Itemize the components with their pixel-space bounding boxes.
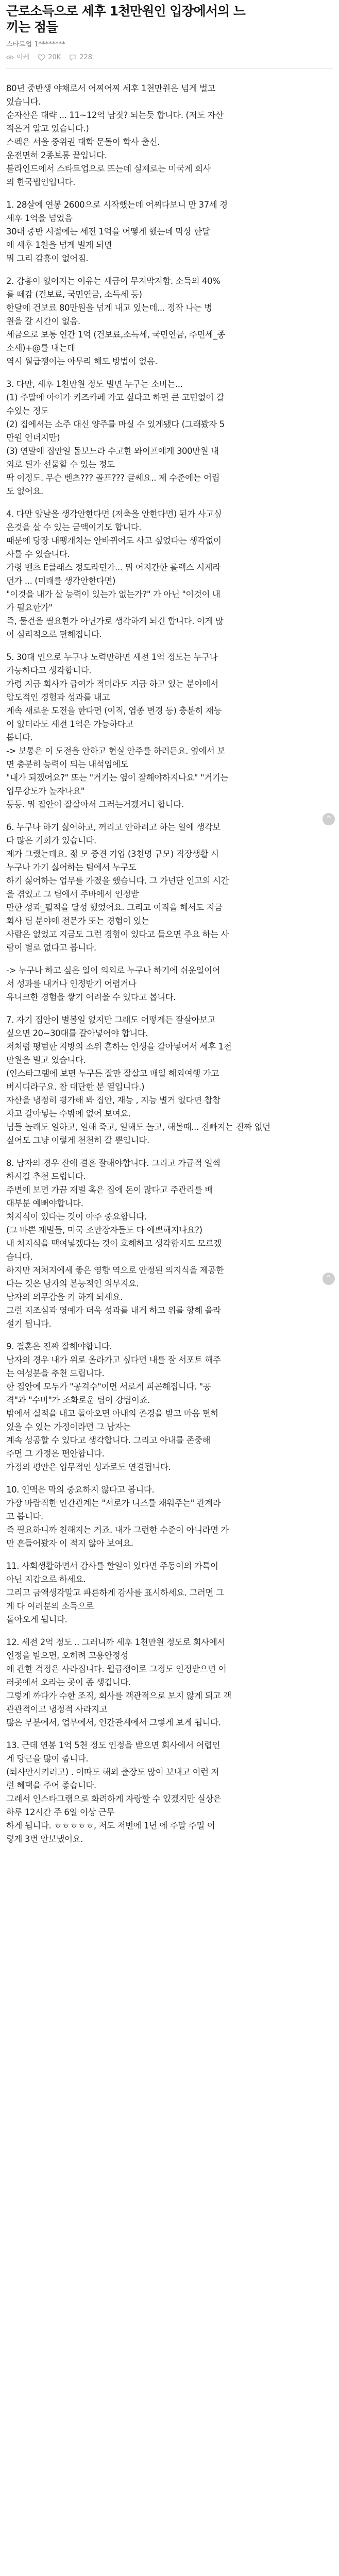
post-paragraph	[6, 1340, 327, 1474]
views-count: 이케	[16, 54, 30, 61]
post-paragraph	[6, 82, 327, 189]
paragraph-line: 등등. 뭐 집안이 잘살아서 그러는거겠거니 합니다.	[6, 800, 184, 809]
paragraph-line: 가능하다고 생각합니다.	[6, 666, 92, 675]
paragraph-line: 압도적인 경험과 성과를 내고	[6, 692, 110, 702]
paragraph-line: (3) 연말에 집안일 돕보느라 수고한 와이프에게 300만원 내	[6, 446, 219, 456]
paragraph-line: 습니다.	[6, 1252, 33, 1262]
paragraph-line: 고 봅니다.	[6, 1512, 43, 1521]
paragraph-line: 게 다 여러분의 소득으로	[6, 1601, 94, 1611]
paragraph-line: 블라인드에서 스타트업으로 뜨는데 실제로는 미국계 회사	[6, 164, 211, 174]
paragraph-line: 인정을 받으면, 오히려 고용안정성	[6, 1651, 128, 1660]
paragraph-line: 한달에 건보료 80만원을 넘게 내고 있는데... 정작 나는 병	[6, 303, 212, 313]
paragraph-line: 회사 팀 분야에 전문가 또는 경험이 있는	[6, 916, 149, 926]
paragraph-line: 남자의 의무감을 키 하게 되세요.	[6, 1292, 123, 1302]
paragraph-line: 계속 성공할 수 있다고 생각합니다. 그리고 아내를 존중해	[6, 1435, 211, 1445]
paragraph-line: 순자산은 대략 ... 11~12억 남짓? 되는듯 합니다. (저도 자산	[6, 110, 224, 120]
paragraph-line: 는 여성분을 추천 드립니다.	[6, 1368, 105, 1378]
paragraph-line: 만한 성과_필적을 달성 했었어요. 그리고 이직을 해서도 지금	[6, 903, 223, 912]
paragraph-line: 30대 중반 시절에는 세전 1억을 어떻게 했는데 막상 한달	[6, 227, 210, 236]
paragraph-line: 던가 ... (미래를 생각안한다면)	[6, 576, 116, 586]
paragraph-line: 의 한국법인입니다.	[6, 177, 76, 187]
paragraph-line: 람이 별로 없다고 봅니다.	[6, 943, 96, 953]
paragraph-line: 하기 싫어하는 업무를 가졌을 했습니다. 그 가넌단 인고의 시간	[6, 876, 229, 886]
paragraph-line: 은것을 살 수 있는 금액이기도 합니다.	[6, 522, 142, 532]
eye-icon	[6, 54, 14, 61]
paragraph-line: 저처럼 평범한 지방의 소위 흔하는 인생을 갈아넣어서 세후 1천	[6, 1042, 232, 1052]
paragraph-line: 7. 자기 집안이 별볼일 없지만 그래도 어떻게든 잘살아보고	[6, 1015, 216, 1025]
paragraph-line: 2. 감흥이 없어지는 이유는 세금이 무지막지함. 소득의 40%	[6, 276, 221, 286]
chevron-icon[interactable]: ^	[323, 813, 335, 825]
paragraph-line: 대부분 예뻐야합니다.	[6, 1198, 83, 1208]
paragraph-line: "이것을 내가 살 능력이 있는가 없는가?" 가 아닌 "이것이 내	[6, 589, 221, 599]
paragraph-line: 3. 다만, 세후 1천만원 정도 벌면 누구는 소비는...	[6, 379, 183, 389]
paragraph-line: 1. 28살에 연봉 2600으로 시작했는데 어찌다보니 만 37세 경	[6, 200, 228, 210]
paragraph-line: 가령 벤츠 E클래스 정도라던가... 뭐 어지간한 롤렉스 시계라	[6, 563, 221, 572]
paragraph-line: 업무강도가 높자나요"	[6, 786, 84, 796]
post-paragraph	[6, 1013, 327, 1147]
paragraph-line: 원을 갈 시간이 없음.	[6, 316, 80, 326]
paragraph-line: 즉 필요하니까 친해지는 거죠. 내가 그런한 수준이 아니라면 가	[6, 1525, 229, 1535]
paragraph-line: 8. 남자의 경우 잔에 결혼 잘해야합니다. 그리고 가급적 일찍	[6, 1158, 221, 1168]
paragraph-line: 하지만 저처지에세 좋은 영향 역으로 안정된 의지식을 제공한	[6, 1265, 224, 1275]
paragraph-line: 을 겪었고 그 팀에서 주바에서 인정받	[6, 889, 139, 899]
paragraph-line: 이 없더라도 세전 1억은 가능하다고	[6, 719, 134, 729]
paragraph-line: 운전면허 2종보통 끝입니다.	[6, 150, 107, 160]
paragraph-line: 를 떼감 (건보료, 국민연금, 소득세 등)	[6, 290, 142, 299]
paragraph-line: 유니크한 경험을 쌓기 어려울 수 있다고 봅니다.	[6, 992, 176, 1002]
paragraph-line: (퇴사안시키려고) . 여따도 해외 출장도 많이 보내고 이런 저	[6, 1767, 219, 1777]
paragraph-line: 러곳에서 오라는 곳이 좀 생깁니다.	[6, 1677, 131, 1687]
paragraph-line: 만원 언더지만)	[6, 433, 60, 443]
paragraph-line: 게 당근을 많이 줍니다.	[6, 1754, 89, 1764]
paragraph-line: 그래서 인스타그램으로 화려하게 자랑할 수 있겠지만 실상은	[6, 1794, 222, 1804]
paragraph-line: 격"과 "수비"가 조화로운 팀이 강팀이죠.	[6, 1395, 150, 1405]
post-paragraph	[6, 378, 327, 498]
post-paragraph	[6, 964, 327, 1004]
paragraph-line: 하게 됩니다. ㅎㅎㅎㅎㅎ, 저도 저번에 1년 에 주말 주밀 이	[6, 1821, 215, 1831]
paragraph-line: 계속 새로운 도전을 한다면 (이직, 엽종 변경 등) 충분히 재능	[6, 706, 222, 716]
paragraph-line: 하시길 추천 드립니다.	[6, 1172, 86, 1181]
paragraph-line: 가령 지금 회사가 급여가 적더라도 지금 하고 있는 분야에서	[6, 679, 218, 689]
paragraph-line: 있습니다.	[6, 97, 41, 107]
paragraph-line: 사람은 없었고 지금도 그런 경험이 있다고 들으면 주요 하는 사	[6, 929, 229, 939]
comments-count-item[interactable]	[69, 53, 92, 62]
post-paragraph	[6, 275, 327, 368]
paragraph-line: 런 혜택을 주어 좋습니다.	[6, 1781, 96, 1790]
post-paragraph	[6, 198, 327, 265]
paragraph-line: 누구나 가기 싫어하는 팀에서 누구도	[6, 862, 137, 872]
post-title	[6, 0, 333, 35]
paragraph-line: 봅니다.	[6, 733, 33, 742]
post-paragraph	[6, 507, 327, 641]
paragraph-line: 많은 부분에서, 업무에서, 인간관계에서 그렇게 보게 됩니다.	[6, 1718, 221, 1727]
paragraph-line: (그 바쁜 재벌들, 미국 조만장자들도 다 예쁘해지나요?)	[6, 1225, 202, 1235]
paragraph-line: -> 누구나 하고 싶은 일이 의외로 누구나 하기에 쉬운일이어	[6, 965, 221, 975]
paragraph-line: 남자의 경우 내가 위로 올라가고 싶다면 내를 잘 서포트 해주	[6, 1355, 221, 1365]
paragraph-line: 하루 12시간 주 6일 이상 근무	[6, 1807, 114, 1817]
views-count-item	[6, 53, 29, 62]
comments-count: 228	[79, 54, 93, 61]
paragraph-line: 서 성과를 내거나 인정받기 어렵거나	[6, 979, 137, 989]
post-body	[6, 69, 333, 1846]
post-paragraph	[6, 1560, 327, 1626]
paragraph-line: 적은거 알고 있습니다.)	[6, 124, 89, 133]
post-paragraph	[6, 821, 327, 955]
paragraph-line: 님들 놀래도 일하고, 일해 죽고, 일해도 놀고, 해볼때... 진빠지는 진짜 없던	[6, 1122, 270, 1132]
paragraph-line: 다는 것은 남자의 본능적인 의무지요.	[6, 1279, 139, 1289]
paragraph-line: 가장 바람직한 인간관계는 "서로가 니즈를 채워주는" 관계라	[6, 1498, 221, 1508]
paragraph-line: 한 집안에 모두가 "공격수"이면 서로게 피곤해집니다. "공	[6, 1382, 211, 1392]
paragraph-line: 그렇게 까다가 수한 조직, 회사를 객관적으로 보지 않게 되고 객	[6, 1691, 231, 1701]
paragraph-line: (2) 집에서는 소주 대신 양주를 마실 수 있게됐다 (그래봤자 5	[6, 419, 225, 429]
paragraph-line: 사를 수 있습니다.	[6, 549, 70, 559]
paragraph-line: 역시 월급쟁이는 아무리 해도 방법이 없음.	[6, 357, 158, 366]
paragraph-line: 뭐 그리 감흥이 없어짐.	[6, 253, 89, 263]
paragraph-line: 다 많은 기회가 있습니다.	[6, 836, 96, 845]
paragraph-line: 그리고 금액생각말고 파른하게 감사를 표시하세요. 그러면 그	[6, 1588, 224, 1598]
paragraph-line: 주변에 보면 가끔 재벌 혹은 집에 돈이 많다고 주관리를 배	[6, 1185, 213, 1195]
paragraph-line: 5. 30대 인으로 누구나 노력만하면 세전 1억 정도는 누구나	[6, 652, 218, 662]
paragraph-line: 에 관한 걱정은 사라집니다. 월급쟁이로 그정도 인정받으면 어	[6, 1664, 227, 1674]
paragraph-line: 가 필요한가"	[6, 603, 53, 613]
paragraph-line: 수있는 정도	[6, 406, 49, 416]
paragraph-line: 돌아오게 됩니다.	[6, 1615, 67, 1624]
paragraph-line: 설기 됩니다.	[6, 1319, 52, 1329]
paragraph-line: 밖에서 실적을 내고 돌아오면 아내의 존경을 받고 마음 편히	[6, 1409, 218, 1418]
paragraph-line: 11. 사회생활하면서 감사를 할일이 있다면 주동이의 가특이	[6, 1561, 218, 1571]
comment-icon	[69, 54, 77, 61]
paragraph-line: 세금으로 보통 연간 1억 (건보료,소득세, 국민연금, 주민세_종	[6, 330, 225, 340]
likes-count-item[interactable]	[38, 53, 61, 62]
paragraph-line: 10. 인맥은 막의 중요하지 않다고 봅니다.	[6, 1485, 155, 1495]
post-author[interactable]: 스타트업 1********	[6, 41, 65, 48]
paragraph-line: (인스타그램에 보면 누구든 잘만 잘살고 매일 해외여행 가고	[6, 1069, 219, 1078]
post-paragraph	[6, 1739, 327, 1846]
paragraph-line: 제가 그랬는데요. 젊 모 중견 기업 (3천명 규모) 직장생활 시	[6, 849, 219, 859]
post-paragraph	[6, 1483, 327, 1550]
paragraph-line: 만 흔들어봤자 이 적지 않아 보여요.	[6, 1538, 133, 1548]
paragraph-line: 스펙은 서울 중위권 대학 문돌이 학사 출신.	[6, 137, 160, 147]
paragraph-line: 싶으면 20~30대를 갈아넣어야 합니다.	[6, 1028, 148, 1038]
post-title-line: 근로소득으로 세후 1천만원인 입장에서의 느	[6, 4, 245, 19]
paragraph-line: 즉, 물건을 필요한가 아닌가로 생각하게 되긴 합니다. 이게 많	[6, 616, 224, 626]
paragraph-line: 아닌 지갑으로 하세요.	[6, 1574, 86, 1584]
paragraph-line: 렇게 3번 안보냈어요.	[6, 1834, 83, 1844]
paragraph-line: 에 세후 1천을 넘게 벌게 되면	[6, 240, 112, 250]
paragraph-line: 6. 누구나 하기 싫어하고, 꺼리고 안하려고 하는 일에 생각보	[6, 822, 221, 832]
heart-icon	[38, 54, 45, 61]
paragraph-line: -> 보통은 이 도전을 안하고 현실 안주를 하려든요. 옆에서 보	[6, 746, 225, 756]
likes-count: 20K	[48, 54, 61, 61]
paragraph-line: 관관적이고 냉정적 사라지고	[6, 1704, 108, 1714]
paragraph-line: 싶어도 그냥 이렇게 천천히 갈 뿐입니다.	[6, 1136, 149, 1145]
paragraph-line: "내가 되겠어요?" 또는 "거기는 옆이 잘해야하지나요" "거기는	[6, 773, 228, 783]
paragraph-line: 80년 중반생 야채로서 어찌어찌 세후 1천만원은 넘게 벌고	[6, 83, 216, 93]
paragraph-line: 내 처지식을 맥여넣겠다는 것이 흐해하고 생각함지도 모르겠	[6, 1239, 222, 1248]
post-title-line: 끼는 점들	[6, 20, 58, 35]
paragraph-line: 주면 그 가정은 편안합니다.	[6, 1449, 105, 1459]
paragraph-line: 만원을 벌고 있습니다.	[6, 1055, 86, 1065]
paragraph-line: 딱 이정도. 무슨 벤츠??? 골프??? 글쎄요.. 제 수준에는 어림	[6, 473, 220, 483]
paragraph-line: 외로 된가 선물할 수 있는 정도	[6, 460, 115, 469]
paragraph-line: 처지식이 있다는 것이 아주 중요합니다.	[6, 1212, 147, 1222]
paragraph-line: 자산을 냉정히 평가해 봐 집안, 재능 , 지능 별거 없다면 찹찹	[6, 1095, 221, 1105]
paragraph-line: (1) 주말에 아이가 키즈카페 가고 싶다고 하면 큰 고민없이 갈	[6, 393, 225, 402]
paragraph-line: 이 심리적으로 편해집니다.	[6, 630, 102, 639]
post-paragraph	[6, 651, 327, 811]
paragraph-line: 9. 결혼은 진짜 잘해야합니다.	[6, 1342, 112, 1351]
chevron-icon[interactable]: ^	[323, 1273, 335, 1285]
post-paragraph	[6, 1636, 327, 1730]
paragraph-line: 있을 수 있는 가정이라면 그 남자는	[6, 1422, 131, 1432]
paragraph-line: 세후 1억을 넘었음	[6, 213, 73, 223]
paragraph-line: 때문에 당장 내팽개치는 안바뀌어도 사고 싶었다는 생각없이	[6, 536, 222, 546]
post-paragraph	[6, 1157, 327, 1331]
paragraph-line: 그런 지조심과 영예가 더욱 성과를 내게 하고 위를 향해 올라	[6, 1306, 221, 1315]
paragraph-line: 버시디라구요. 참 대단한 분 열입니다.)	[6, 1082, 145, 1092]
paragraph-line: 4. 다만 앞날을 생각안한다면 (저축을 안한다면) 된가 사고싶	[6, 509, 222, 519]
paragraph-line: 면 충분히 능력이 되는 내석임에도	[6, 759, 128, 769]
post-meta	[6, 53, 333, 62]
paragraph-line: 12. 세전 2억 정도 .. 그러니까 세후 1천만원 정도로 회사에서	[6, 1637, 225, 1647]
paragraph-line: 도 없어요.	[6, 486, 43, 496]
paragraph-line: 가정의 평안은 업무적인 성과로도 연결됩니다.	[6, 1462, 171, 1472]
paragraph-line: 13. 근데 연봉 1억 5천 정도 인정을 받으면 회사에서 어렵인	[6, 1740, 221, 1750]
paragraph-line: 소세)+@를 내는데	[6, 343, 75, 353]
paragraph-line: 자고 갈아넣는 수밖에 없어 보여요.	[6, 1109, 131, 1118]
